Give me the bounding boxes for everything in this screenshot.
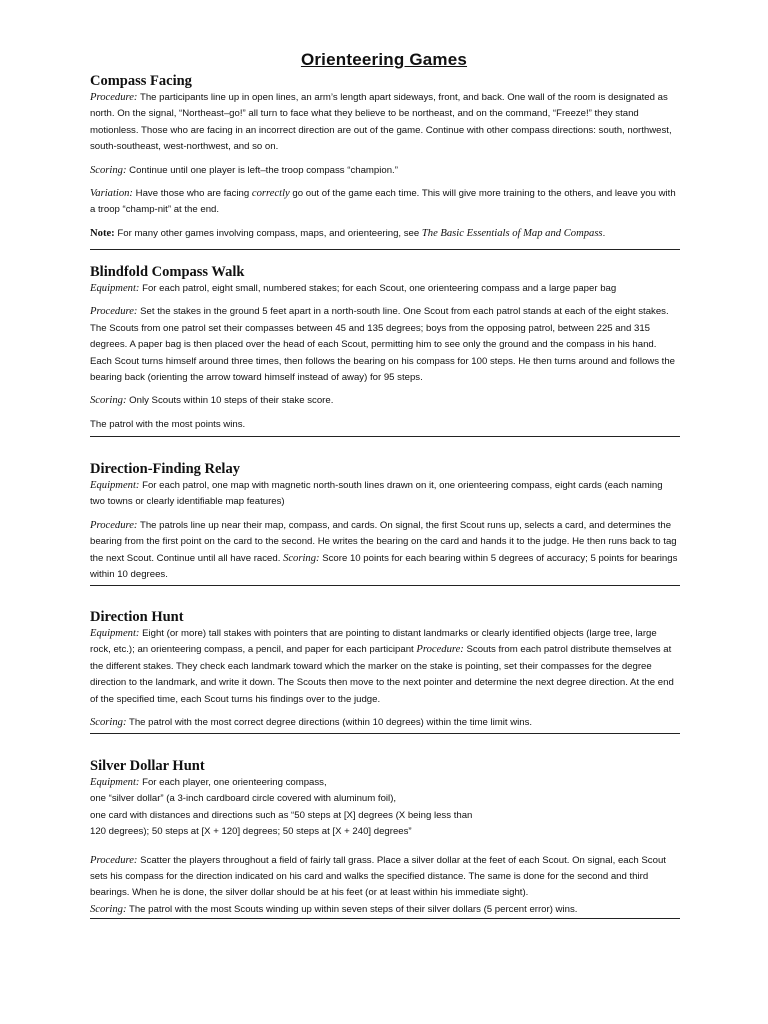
equipment-line: one card with distances and directions such as “50 steps at [X] degrees (X being less than [90,809,473,821]
equipment-label: Equipment: [90,628,140,639]
equipment-line [90,775,680,791]
note-label: Note: [90,227,115,239]
variation-emphasis: correctly [251,188,290,200]
procedure-text: Scatter the players throughout a field of fairly tall grass. Place a silver dollar at the feet of each Scout. On signal, each Scout sets his compass for the direction indicated on his card and walks the specified distance. The same is done for the second and third bearings. When he is done, the silver dollar should be at his feet (or at least within his immediate sight). [90,854,666,899]
scoring-label: Scoring: [90,903,127,915]
scoring-text: The patrol with the most Scouts winding up within seven steps of their silver dollars (5 percent error) wins. [126,903,578,915]
equipment-paragraph [90,775,680,841]
section-heading: Compass Facing [90,73,192,89]
variation-text-b: go out of the game each time. This will give more training to the others, and leave you with a troop “champ-nit” at the end. [90,188,676,216]
equipment-label: Equipment: [90,777,140,788]
section-heading: Silver Dollar Hunt [90,758,205,774]
scoring-paragraph [90,163,680,179]
scoring-text: Only Scouts within 10 steps of their stake score. [126,395,334,407]
divider [90,436,680,437]
procedure-label: Procedure: [416,644,464,656]
section-heading: Blindfold Compass Walk [90,264,245,280]
procedure-label: Procedure: [90,306,138,318]
section-blindfold-walk [90,263,680,433]
section-compass-facing [90,72,680,242]
procedure-paragraph [90,518,680,584]
page-title: Orienteering Games [300,50,468,69]
note-text-a: For many other games involving compass, maps, and orienteering, see [114,227,422,239]
equipment-paragraph [90,626,680,708]
scoring-label: Scoring: [90,395,127,407]
procedure-text: The participants line up in open lines, an arm’s length apart sideways, front, and back. One wall of the room is designated as north. On the signal, “Northeast–go!” all turn to face what they believe to be northeast, and on the command, “Freeze!” they stand motionless. Those who are facing in an incorrect direction are out of the game. Continue with other compass directions: south, northwest, south-southeast, west-northwest, and so on. [90,92,672,153]
equipment-label: Equipment: [90,283,140,294]
procedure-label: Procedure: [90,854,138,866]
equipment-paragraph [90,478,680,511]
divider [90,249,680,250]
scoring-text: Continue until one player is left–the troop compass “champion.” [126,164,398,176]
scoring-text: The patrol with the most correct degree directions (within 10 degrees) within the time limit wins. [126,717,533,729]
procedure-paragraph [90,90,680,156]
variation-text-a: Have those who are facing [132,188,252,200]
procedure-label: Procedure: [90,519,138,531]
divider [90,585,680,586]
equipment-text: For each player, one orienteering compass, [139,777,327,788]
procedure-text: Set the stakes in the ground 5 feet apart in a north-south line. One Scout from each patrol stands at each of the eight stakes. The Scouts from one patrol set their compasses between 45 and 135 degrees; boys from the opposing patrol, between 225 and 315 degrees. A paper bag is then placed over the head of each Scout, permitting him to see only the ground and the compass in his hand. Each Scout turns himself around three times, then follows the bearing on his compass for 100 steps. He then turns around and follows the bearing back (orienting the arrow toward himself instead of away) for 95 steps. [90,306,676,384]
section-silver-dollar-hunt [90,757,680,918]
equipment-label: Equipment: [90,480,140,491]
procedure-paragraph [90,304,680,386]
equipment-line: one “silver dollar” (a 3-inch cardboard circle covered with aluminum foil), [90,793,397,805]
procedure-label: Procedure: [90,92,138,103]
scoring-paragraph [90,715,680,731]
equipment-text: For each patrol, one map with magnetic north-south lines drawn on it, one orienteering compass, eight cards (each naming two towns or clearly identifiable map features) [90,480,663,508]
equipment-text: For each patrol, eight small, numbered stakes; for each Scout, one orienteering compass and a large paper bag [139,283,617,294]
note-paragraph [90,226,680,242]
section-heading: Direction Hunt [90,609,184,625]
equipment-text: Eight (or more) tall stakes with pointers that are pointing to distant landmarks or clearly identified objects (large tree, large rock, etc.); an orienteering compass, a pencil, and paper for each participant [90,628,657,656]
procedure-text: Scouts from each patrol distribute themselves at the different stakes. They check each landmark toward which the marker on the stake is pointing, set their compasses for the degree direction to the landmark, and write it down. The Scouts then move to the next pointer and determine the next degree direction. At the end of the specified time, each Scout turns his findings over to the judge. [90,644,674,705]
section-direction-finding-relay [90,460,680,583]
note-text-b: . [602,227,606,239]
scoring-text: Score 10 points for each bearing within 5 degrees of accuracy; 5 points for bearings within 10 degrees. [90,552,678,581]
divider [90,918,680,919]
variation-paragraph [90,186,680,219]
scoring-label: Scoring: [90,717,127,729]
result-paragraph: The patrol with the most points wins. [90,418,246,430]
procedure-text: The patrols line up near their map, compass, and cards. On signal, the first Scout runs up, selects a card, and determines the bearing from the first point on the card to the second. He writes the bearing on the card and hands it to the judge. He then runs back to tag the next Scout. Continue until all have raced. [90,519,677,564]
divider [90,733,680,734]
note-book-title: The Basic Essentials of Map and Compass [421,227,603,239]
scoring-label: Scoring: [283,552,320,564]
scoring-label: Scoring: [90,164,127,176]
variation-label: Variation: [90,188,133,200]
equipment-paragraph [90,281,680,297]
section-direction-hunt [90,608,680,731]
section-heading: Direction-Finding Relay [90,461,240,477]
equipment-line: 120 degrees); 50 steps at [X + 120] degrees; 50 steps at [X + 240] degrees” [90,826,412,838]
scoring-paragraph [90,393,680,409]
procedure-paragraph [90,853,680,919]
